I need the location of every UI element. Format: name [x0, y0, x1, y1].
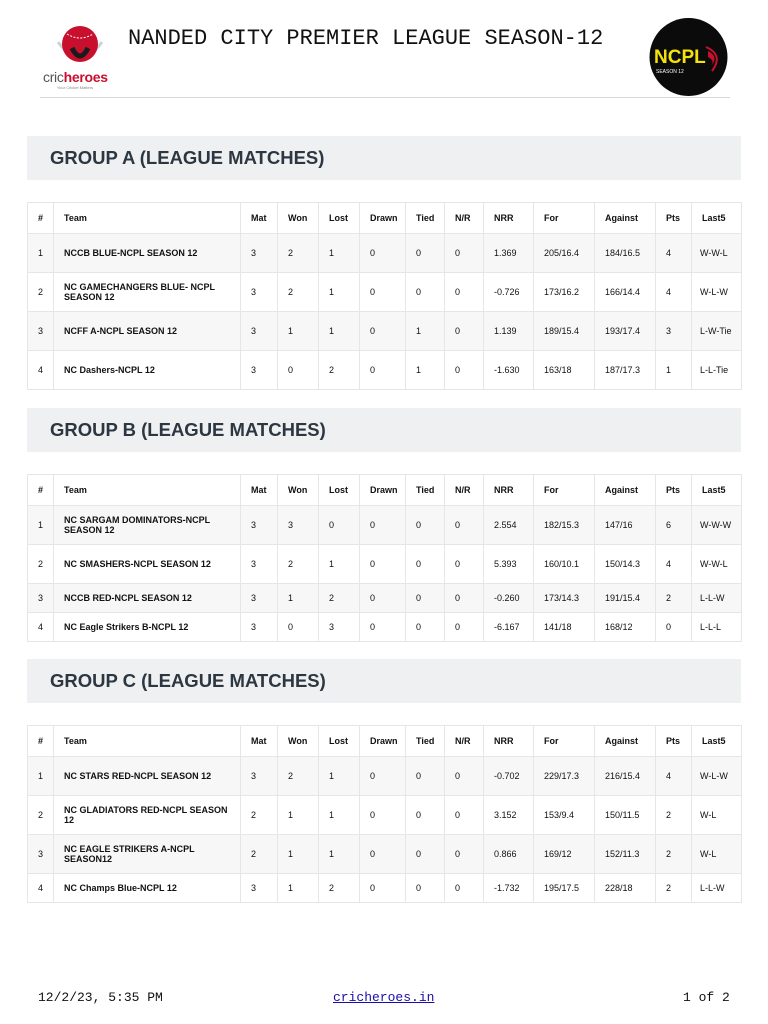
- print-timestamp: 12/2/23, 5:35 PM: [38, 990, 163, 1005]
- page-footer: [0, 990, 768, 1010]
- cell-team: NC GAMECHANGERS BLUE- NCPL SEASON 12: [54, 273, 241, 312]
- cell-drawn: 0: [360, 757, 406, 796]
- col-header-won: Won: [278, 475, 319, 506]
- cell-for: 169/12: [534, 835, 595, 874]
- table-row: [28, 234, 742, 273]
- col-header-mat: Mat: [241, 203, 278, 234]
- cell-nr: 0: [445, 545, 484, 584]
- group-a-title: GROUP A (LEAGUE MATCHES): [50, 147, 325, 168]
- cell-against: 166/14.4: [595, 273, 656, 312]
- cell-drawn: 0: [360, 234, 406, 273]
- col-header-tied: Tied: [406, 726, 445, 757]
- logo-word-cric: cric: [43, 69, 64, 85]
- cell-team: NCFF A-NCPL SEASON 12: [54, 312, 241, 351]
- cell-drawn: 0: [360, 835, 406, 874]
- col-header-tied: Tied: [406, 203, 445, 234]
- cell-last5: W-L: [692, 835, 742, 874]
- cell-lost: 2: [319, 351, 360, 390]
- table-header-row: [28, 203, 742, 234]
- cell-tied: 1: [406, 312, 445, 351]
- cell-mat: 3: [241, 545, 278, 584]
- cell-for: 229/17.3: [534, 757, 595, 796]
- table-row: [28, 584, 742, 613]
- cell-mat: 3: [241, 506, 278, 545]
- footer-link[interactable]: cricheroes.in: [333, 990, 435, 1005]
- table-row: [28, 757, 742, 796]
- col-header-mat: Mat: [241, 726, 278, 757]
- col-header-for: For: [534, 726, 595, 757]
- cell-rank: 2: [28, 796, 54, 835]
- cell-team: NC Eagle Strikers B-NCPL 12: [54, 613, 241, 642]
- col-header-drawn: Drawn: [360, 475, 406, 506]
- col-header-for: For: [534, 203, 595, 234]
- cell-nr: 0: [445, 312, 484, 351]
- cell-lost: 3: [319, 613, 360, 642]
- cell-nr: 0: [445, 351, 484, 390]
- group-c-standings-table: [27, 725, 742, 903]
- ncpl-logo: [646, 17, 731, 97]
- cell-nrr: -6.167: [484, 613, 534, 642]
- cell-drawn: 0: [360, 584, 406, 613]
- cell-lost: 1: [319, 312, 360, 351]
- cell-mat: 3: [241, 312, 278, 351]
- cell-drawn: 0: [360, 613, 406, 642]
- cell-nr: 0: [445, 835, 484, 874]
- cell-last5: W-L-W: [692, 757, 742, 796]
- cell-last5: W-L-W: [692, 273, 742, 312]
- col-header-nr: N/R: [445, 726, 484, 757]
- group-b-title: GROUP B (LEAGUE MATCHES): [50, 419, 326, 440]
- cell-lost: 1: [319, 545, 360, 584]
- table-row: [28, 273, 742, 312]
- cell-lost: 1: [319, 835, 360, 874]
- cell-rank: 3: [28, 312, 54, 351]
- cell-tied: 0: [406, 584, 445, 613]
- cricket-ball-icon: [40, 20, 120, 70]
- cell-won: 2: [278, 757, 319, 796]
- cell-pts: 2: [656, 874, 692, 903]
- page-header: [0, 0, 768, 100]
- cell-lost: 1: [319, 234, 360, 273]
- cell-pts: 1: [656, 351, 692, 390]
- cell-rank: 3: [28, 835, 54, 874]
- col-header-last5: Last5: [692, 475, 742, 506]
- col-header-drawn: Drawn: [360, 726, 406, 757]
- cell-tied: 0: [406, 234, 445, 273]
- cell-mat: 3: [241, 234, 278, 273]
- cell-lost: 2: [319, 584, 360, 613]
- col-header-last5: Last5: [692, 203, 742, 234]
- col-header-lost: Lost: [319, 203, 360, 234]
- header-divider: [40, 97, 730, 98]
- col-header-against: Against: [595, 475, 656, 506]
- cell-won: 1: [278, 835, 319, 874]
- cell-nr: 0: [445, 273, 484, 312]
- cell-rank: 2: [28, 273, 54, 312]
- cell-against: 150/14.3: [595, 545, 656, 584]
- cell-against: 150/11.5: [595, 796, 656, 835]
- cell-against: 191/15.4: [595, 584, 656, 613]
- cell-tied: 0: [406, 757, 445, 796]
- cell-for: 205/16.4: [534, 234, 595, 273]
- cell-team: NC SARGAM DOMINATORS-NCPL SEASON 12: [54, 506, 241, 545]
- cell-lost: 2: [319, 874, 360, 903]
- cell-for: 153/9.4: [534, 796, 595, 835]
- ncpl-logo-subtext: SEASON 12: [656, 69, 684, 75]
- cell-nrr: -0.702: [484, 757, 534, 796]
- cell-tied: 0: [406, 835, 445, 874]
- group-b-standings-table: [27, 474, 742, 642]
- group-a-standings-table: [27, 202, 742, 390]
- cell-won: 2: [278, 273, 319, 312]
- col-header-rank: #: [28, 726, 54, 757]
- col-header-pts: Pts: [656, 726, 692, 757]
- group-c-banner: [27, 659, 741, 703]
- cell-pts: 4: [656, 234, 692, 273]
- col-header-nrr: NRR: [484, 475, 534, 506]
- col-header-pts: Pts: [656, 203, 692, 234]
- cell-tied: 0: [406, 506, 445, 545]
- cell-rank: 4: [28, 874, 54, 903]
- cell-for: 163/18: [534, 351, 595, 390]
- cell-lost: 1: [319, 796, 360, 835]
- col-header-team: Team: [54, 726, 241, 757]
- table-header-row: [28, 726, 742, 757]
- cell-pts: 2: [656, 584, 692, 613]
- cell-tied: 0: [406, 613, 445, 642]
- cell-mat: 2: [241, 835, 278, 874]
- cell-nr: 0: [445, 584, 484, 613]
- cell-drawn: 0: [360, 796, 406, 835]
- cell-drawn: 0: [360, 351, 406, 390]
- cell-against: 216/15.4: [595, 757, 656, 796]
- table-row: [28, 351, 742, 390]
- cell-mat: 3: [241, 351, 278, 390]
- col-header-nr: N/R: [445, 203, 484, 234]
- cell-for: 141/18: [534, 613, 595, 642]
- cell-mat: 2: [241, 796, 278, 835]
- cell-last5: L-L-L: [692, 613, 742, 642]
- cell-last5: L-L-W: [692, 874, 742, 903]
- cell-lost: 1: [319, 757, 360, 796]
- table-row: [28, 613, 742, 642]
- col-header-lost: Lost: [319, 726, 360, 757]
- cell-nrr: -0.726: [484, 273, 534, 312]
- cell-rank: 4: [28, 613, 54, 642]
- cell-nr: 0: [445, 613, 484, 642]
- cell-team: NC STARS RED-NCPL SEASON 12: [54, 757, 241, 796]
- cell-rank: 1: [28, 506, 54, 545]
- cell-team: NC EAGLE STRIKERS A-NCPL SEASON12: [54, 835, 241, 874]
- cell-team: NCCB BLUE-NCPL SEASON 12: [54, 234, 241, 273]
- cell-pts: 4: [656, 545, 692, 584]
- cell-won: 0: [278, 613, 319, 642]
- cell-pts: 3: [656, 312, 692, 351]
- col-header-last5: Last5: [692, 726, 742, 757]
- col-header-nr: N/R: [445, 475, 484, 506]
- cell-last5: W-W-L: [692, 545, 742, 584]
- cell-won: 2: [278, 234, 319, 273]
- col-header-won: Won: [278, 726, 319, 757]
- cell-nr: 0: [445, 874, 484, 903]
- cell-mat: 3: [241, 757, 278, 796]
- cell-nrr: 5.393: [484, 545, 534, 584]
- group-c-title: GROUP C (LEAGUE MATCHES): [50, 670, 326, 691]
- cell-drawn: 0: [360, 874, 406, 903]
- cell-for: 195/17.5: [534, 874, 595, 903]
- col-header-team: Team: [54, 475, 241, 506]
- col-header-rank: #: [28, 203, 54, 234]
- cell-rank: 3: [28, 584, 54, 613]
- cell-last5: L-W-Tie: [692, 312, 742, 351]
- cell-won: 2: [278, 545, 319, 584]
- cell-won: 3: [278, 506, 319, 545]
- cell-last5: W-W-W: [692, 506, 742, 545]
- cell-drawn: 0: [360, 273, 406, 312]
- cell-for: 182/15.3: [534, 506, 595, 545]
- cell-mat: 3: [241, 613, 278, 642]
- cell-won: 1: [278, 312, 319, 351]
- cell-nrr: 0.866: [484, 835, 534, 874]
- col-header-pts: Pts: [656, 475, 692, 506]
- cell-pts: 6: [656, 506, 692, 545]
- cell-pts: 2: [656, 835, 692, 874]
- group-b-banner: [27, 408, 741, 452]
- table-row: [28, 545, 742, 584]
- cell-pts: 4: [656, 273, 692, 312]
- cell-against: 147/16: [595, 506, 656, 545]
- cell-team: NC GLADIATORS RED-NCPL SEASON 12: [54, 796, 241, 835]
- cell-drawn: 0: [360, 506, 406, 545]
- col-header-team: Team: [54, 203, 241, 234]
- cell-nrr: 1.369: [484, 234, 534, 273]
- cell-against: 228/18: [595, 874, 656, 903]
- cell-for: 173/14.3: [534, 584, 595, 613]
- cell-nr: 0: [445, 506, 484, 545]
- cell-drawn: 0: [360, 545, 406, 584]
- col-header-mat: Mat: [241, 475, 278, 506]
- col-header-drawn: Drawn: [360, 203, 406, 234]
- cell-last5: L-L-Tie: [692, 351, 742, 390]
- cell-last5: W-L: [692, 796, 742, 835]
- cell-against: 184/16.5: [595, 234, 656, 273]
- cell-team: NC SMASHERS-NCPL SEASON 12: [54, 545, 241, 584]
- cell-won: 1: [278, 796, 319, 835]
- cell-mat: 3: [241, 273, 278, 312]
- col-header-against: Against: [595, 726, 656, 757]
- cell-lost: 0: [319, 506, 360, 545]
- col-header-rank: #: [28, 475, 54, 506]
- cell-pts: 0: [656, 613, 692, 642]
- cell-tied: 1: [406, 351, 445, 390]
- col-header-lost: Lost: [319, 475, 360, 506]
- cell-rank: 1: [28, 234, 54, 273]
- cell-rank: 4: [28, 351, 54, 390]
- cell-tied: 0: [406, 545, 445, 584]
- table-header-row: [28, 475, 742, 506]
- col-header-for: For: [534, 475, 595, 506]
- cell-nr: 0: [445, 796, 484, 835]
- cell-nrr: 3.152: [484, 796, 534, 835]
- cell-rank: 2: [28, 545, 54, 584]
- cell-drawn: 0: [360, 312, 406, 351]
- cell-won: 0: [278, 351, 319, 390]
- cell-tied: 0: [406, 273, 445, 312]
- cell-won: 1: [278, 584, 319, 613]
- cell-nrr: -1.630: [484, 351, 534, 390]
- cell-tied: 0: [406, 874, 445, 903]
- group-a-banner: [27, 136, 741, 180]
- cell-last5: L-L-W: [692, 584, 742, 613]
- cell-lost: 1: [319, 273, 360, 312]
- cell-nrr: -1.732: [484, 874, 534, 903]
- table-row: [28, 796, 742, 835]
- logo-word-heroes: heroes: [63, 69, 108, 85]
- table-row: [28, 312, 742, 351]
- ncpl-logo-text: NCPL: [654, 47, 706, 68]
- cell-team: NC Dashers-NCPL 12: [54, 351, 241, 390]
- cell-last5: W-W-L: [692, 234, 742, 273]
- cell-against: 187/17.3: [595, 351, 656, 390]
- cell-against: 168/12: [595, 613, 656, 642]
- cell-nr: 0: [445, 234, 484, 273]
- cell-for: 189/15.4: [534, 312, 595, 351]
- cricheroes-logo: [40, 20, 120, 92]
- cell-for: 160/10.1: [534, 545, 595, 584]
- cell-mat: 3: [241, 584, 278, 613]
- col-header-won: Won: [278, 203, 319, 234]
- col-header-tied: Tied: [406, 475, 445, 506]
- cell-nr: 0: [445, 757, 484, 796]
- cell-mat: 3: [241, 874, 278, 903]
- cell-against: 152/11.3: [595, 835, 656, 874]
- cell-nrr: 1.139: [484, 312, 534, 351]
- cell-against: 193/17.4: [595, 312, 656, 351]
- col-header-nrr: NRR: [484, 726, 534, 757]
- table-row: [28, 835, 742, 874]
- logo-tagline: Your Cricket Matters: [57, 85, 94, 90]
- table-row: [28, 874, 742, 903]
- cell-nrr: -0.260: [484, 584, 534, 613]
- cell-team: NC Champs Blue-NCPL 12: [54, 874, 241, 903]
- cell-tied: 0: [406, 796, 445, 835]
- page-number: 1 of 2: [683, 990, 730, 1005]
- cell-team: NCCB RED-NCPL SEASON 12: [54, 584, 241, 613]
- cell-won: 1: [278, 874, 319, 903]
- col-header-nrr: NRR: [484, 203, 534, 234]
- cell-nrr: 2.554: [484, 506, 534, 545]
- cell-rank: 1: [28, 757, 54, 796]
- cell-pts: 2: [656, 796, 692, 835]
- table-row: [28, 506, 742, 545]
- document-title: NANDED CITY PREMIER LEAGUE SEASON-12: [128, 26, 604, 51]
- cell-for: 173/16.2: [534, 273, 595, 312]
- col-header-against: Against: [595, 203, 656, 234]
- cell-pts: 4: [656, 757, 692, 796]
